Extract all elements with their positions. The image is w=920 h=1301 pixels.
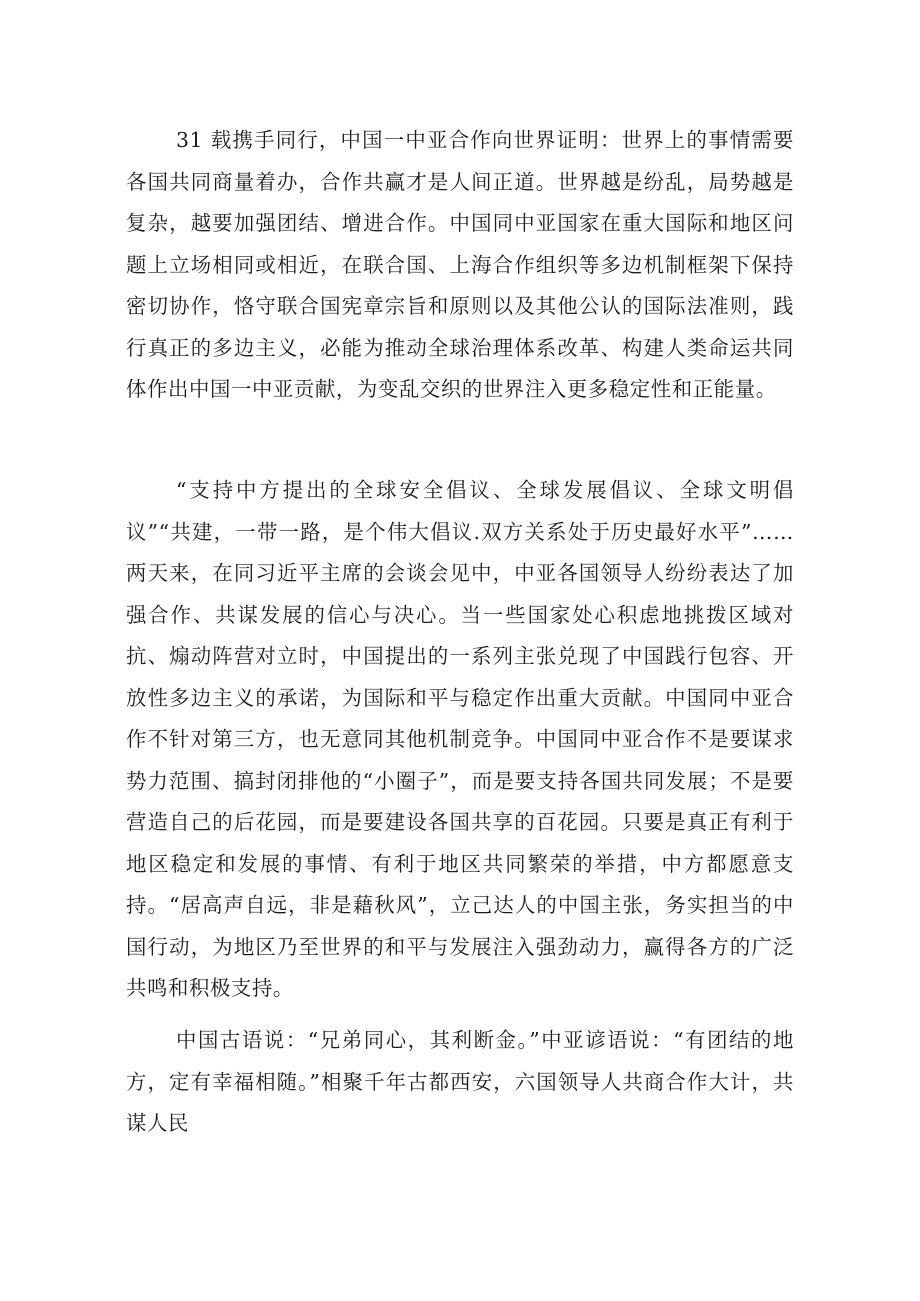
paragraph-3: 中国古语说：“兄弟同心，其利断金。”中亚谚语说：“有团结的地方，定有幸福相随。”相聚千年古都西安，六国领导人共商合作大计，共谋人民 — [126, 1028, 794, 1135]
paragraph-2: “支持中方提出的全球安全倡议、全球发展倡议、全球文明倡议”“共建，一带一路，是个伟大倡议.双方关系处于历史最好水平”……两天来，在同习近平主席的会谈会见中，中亚各国领导人纷纷表达了加强合作、共谋发展的信心与决心。当一些国家处心积虑地挑拨区域对抗、煽动阵营对立时，中国提出的一系列主张兑现了中国践行包容、开放性多边主义的承诺，为国际和平与稳定作出重大贡献。中国同中亚合作不针对第三方，也无意同其他机制竞争。中国同中亚合作不是要谋求势力范围、搞封闭排他的“小圈子”，而是要支持各国共同发展；不是要营造自己的后花园，而是要建设各国共享的百花园。只要是真正有利于地区稳定和发展的事情、有利于地区共同繁荣的举措，中方都愿意支持。“居高声自远，非是藉秋风”，立己达人的中国主张，务实担当的中国行动，为地区乃至世界的和平与发展注入强劲动力，赢得各方的广泛共鸣和积极支持。 — [126, 478, 794, 1000]
paragraph-1: 31 载携手同行，中国一中亚合作向世界证明：世界上的事情需要各国共同商量着办，合作共赢才是人间正道。世界越是纷乱，局势越是复杂，越要加强团结、增进合作。中国同中亚国家在重大国际和地区问题上立场相同或相近，在联合国、上海合作组织等多边机制框架下保持密切协作，恪守联合国宪章宗旨和原则以及其他公认的国际法准则，践行真正的多边主义，必能为推动全球治理体系改革、构建人类命运共同体作出中国一中亚贡献，为变乱交织的世界注入更多稳定性和正能量。 — [126, 128, 794, 401]
